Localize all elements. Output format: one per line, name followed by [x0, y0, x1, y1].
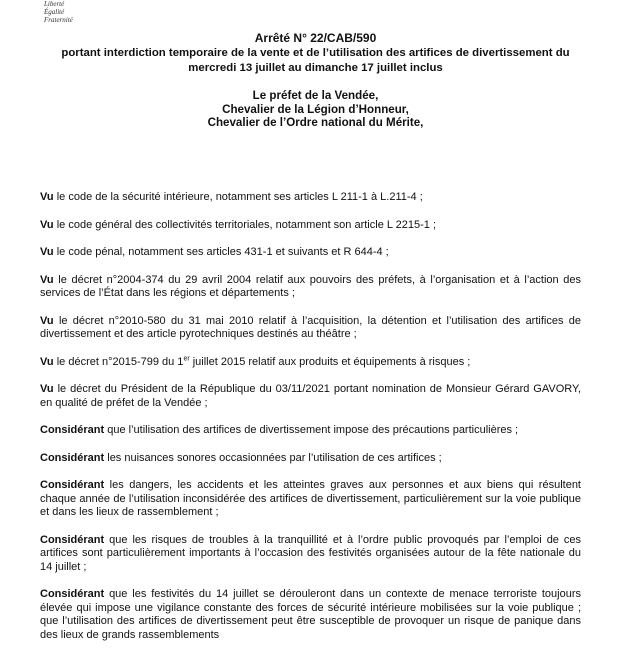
paragraph-lead: Considérant — [40, 424, 105, 436]
prefet-line-1: Le préfet de la Vendée, — [252, 89, 379, 102]
document-body — [40, 180, 581, 656]
paragraph-text-after: juillet 2015 relatif aux produits et équipements à risques ; — [189, 355, 471, 368]
paragraph-text: que l’utilisation des artifices de divertissement impose des précautions particulières ; — [104, 424, 519, 436]
prefet-line-2: Chevalier de la Légion d’Honneur, — [222, 102, 409, 116]
paragraph-text: les nuisances sonores occasionnées par l’utilisation de ces artifices ; — [104, 451, 442, 464]
paragraph-lead: Vu — [40, 314, 54, 327]
prefet-line-3: Chevalier de l’Ordre national du Mérite, — [207, 116, 424, 129]
paragraph-considerant-menace — [40, 588, 581, 642]
paragraph-text: le décret du Président de la République du 03/11/2021 portant nomination de Monsieur Gérard GAVORY, en qualité de préfet de la Vendée ; — [40, 383, 581, 409]
republic-motto — [44, 0, 73, 24]
paragraph-text: le décret n°2004-374 du 29 avril 2004 relatif aux pouvoirs des préfets, à l’organisation et à l’action des services de l’État dans les régions et départements ; — [40, 273, 581, 299]
motto-egalite: Égalité — [44, 8, 65, 16]
paragraph-text: les dangers, les accidents et les atteintes graves aux personnes et aux biens qui résultent chaque année de l’utilisation inconsidérée des artifices de divertissement, particulièrement sur la voie publique et dans les lieux de rassemblement ; — [40, 479, 581, 518]
paragraph-text: que les risques de troubles à la tranquillité et à l’ordre public provoqués par l’emploi de ces artifices sont particulièrement importants à l’occasion des festivités organisées autour de la fête nationale du 14 juillet ; — [40, 533, 581, 573]
paragraph-vu-decret-nomination — [40, 383, 581, 410]
paragraph-lead: Vu — [40, 383, 54, 395]
paragraph-considerant-precautions — [40, 424, 581, 438]
arrete-subtitle-line1: portant interdiction temporaire de la vente et de l’utilisation des artifices de divertissement du — [61, 47, 570, 59]
paragraph-lead: Vu — [40, 355, 54, 368]
document-header — [28, 31, 603, 75]
paragraph-considerant-nuisances — [40, 452, 581, 466]
paragraph-vu-code-penal — [40, 246, 581, 260]
arrete-title: Arrêté N° 22/CAB/590 — [254, 31, 377, 45]
prefet-block — [28, 89, 603, 130]
paragraph-text: le code de la sécurité intérieure, notamment ses articles L 211-1 à L.211-4 ; — [53, 191, 423, 203]
paragraph-text: le code pénal, notamment ses articles 431-1 et suivants et R 644-4 ; — [53, 246, 389, 258]
paragraph-vu-collectivites — [40, 219, 581, 233]
paragraph-lead: Vu — [40, 246, 54, 258]
paragraph-lead: Vu — [40, 218, 54, 231]
superscript-er: er — [183, 354, 190, 362]
paragraph-lead: Considérant — [40, 479, 105, 491]
paragraph-text-before: le décret n°2015-799 du 1 — [53, 355, 184, 368]
paragraph-lead: Considérant — [40, 451, 105, 464]
paragraph-vu-securite-interieure — [40, 191, 581, 205]
motto-fraternite: Fraternité — [44, 16, 73, 24]
paragraph-text: le décret n°2010-580 du 31 mai 2010 relatif à l’acquisition, la détention et l’utilisation des artifices de divertissement et des article pyrotechniques destinés au théâtre ; — [40, 314, 581, 340]
paragraph-lead: Vu — [40, 191, 54, 203]
paragraph-considerant-troubles — [40, 534, 581, 575]
paragraph-text: que les festivités du 14 juillet se dérouleront dans un contexte de menace terroriste toujours élevée qui impose une vigilance constante des forces de sécurité intérieure mobilisées sur la voie publique ; que l’utilisation des artifices de divertissement peut être susceptible de provoquer un risque de panique dans des lieux de grands rassemblements — [40, 588, 581, 641]
paragraph-vu-decret-2015 — [40, 356, 581, 370]
paragraph-lead: Vu — [40, 273, 54, 286]
arrete-subtitle-line2: mercredi 13 juillet au dimanche 17 juillet inclus — [188, 62, 443, 74]
paragraph-vu-decret-2004 — [40, 274, 581, 301]
paragraph-considerant-dangers — [40, 479, 581, 520]
paragraph-lead: Considérant — [40, 533, 105, 546]
motto-liberte: Liberté — [44, 0, 65, 8]
paragraph-vu-decret-2010 — [40, 315, 581, 342]
paragraph-lead: Considérant — [40, 588, 105, 600]
paragraph-text: le code général des collectivités territoriales, notamment son article L 2215-1 ; — [53, 218, 436, 231]
